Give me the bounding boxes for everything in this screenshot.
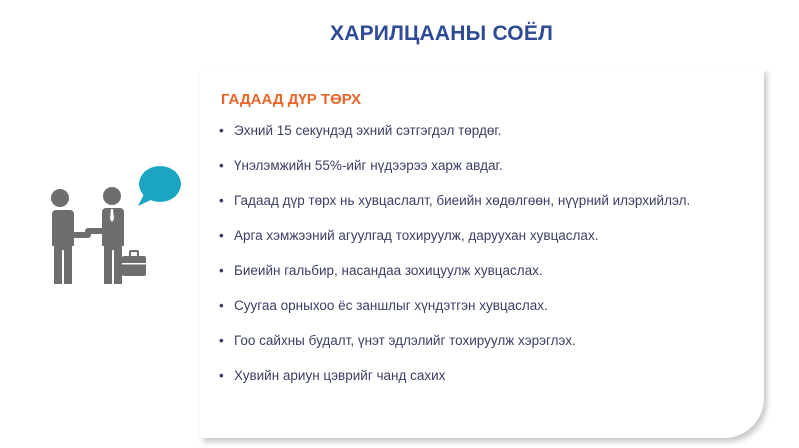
bullet-item: • Үнэлэмжийн 55%-ийг нүдээрээ харж авдаг. — [219, 157, 749, 174]
bullet-item: • Суугаа орныхоо ёс заншлыг хүндэтгэн хувцаслах. — [219, 297, 749, 314]
panel-heading: ГАДААД ДҮР ТӨРХ — [221, 91, 362, 108]
bullet-item: • Гадаад дүр төрх нь хувцаслалт, биеийн хөдөлгөөн, нүүрний илэрхийлэл. — [219, 192, 749, 209]
bullet-list — [219, 122, 749, 384]
bullet-item: • Хувийн ариун цэврийг чанд сахих — [219, 367, 749, 384]
slide-title: ХАРИЛЦААНЫ СОЁЛ — [330, 22, 553, 45]
content-panel — [200, 68, 764, 438]
handshake-business-icon — [38, 160, 188, 290]
briefcase-icon — [122, 251, 146, 276]
bullet-item: • Гоо сайхны будалт, үнэт эдлэлийг тохируулж хэрэглэх. — [219, 332, 749, 349]
bullet-item: • Арга хэмжээний агуулгад тохируулж, даруухан хувцаслах. — [219, 227, 749, 244]
bullet-item: • Биеийн гальбир, насандаа зохицуулж хувцаслах. — [219, 262, 749, 279]
speech-bubble-icon — [138, 166, 181, 206]
bullet-item: • Эхний 15 секундэд эхний сэтгэгдэл төрдөг. — [219, 122, 749, 139]
person-left-icon — [50, 189, 91, 284]
